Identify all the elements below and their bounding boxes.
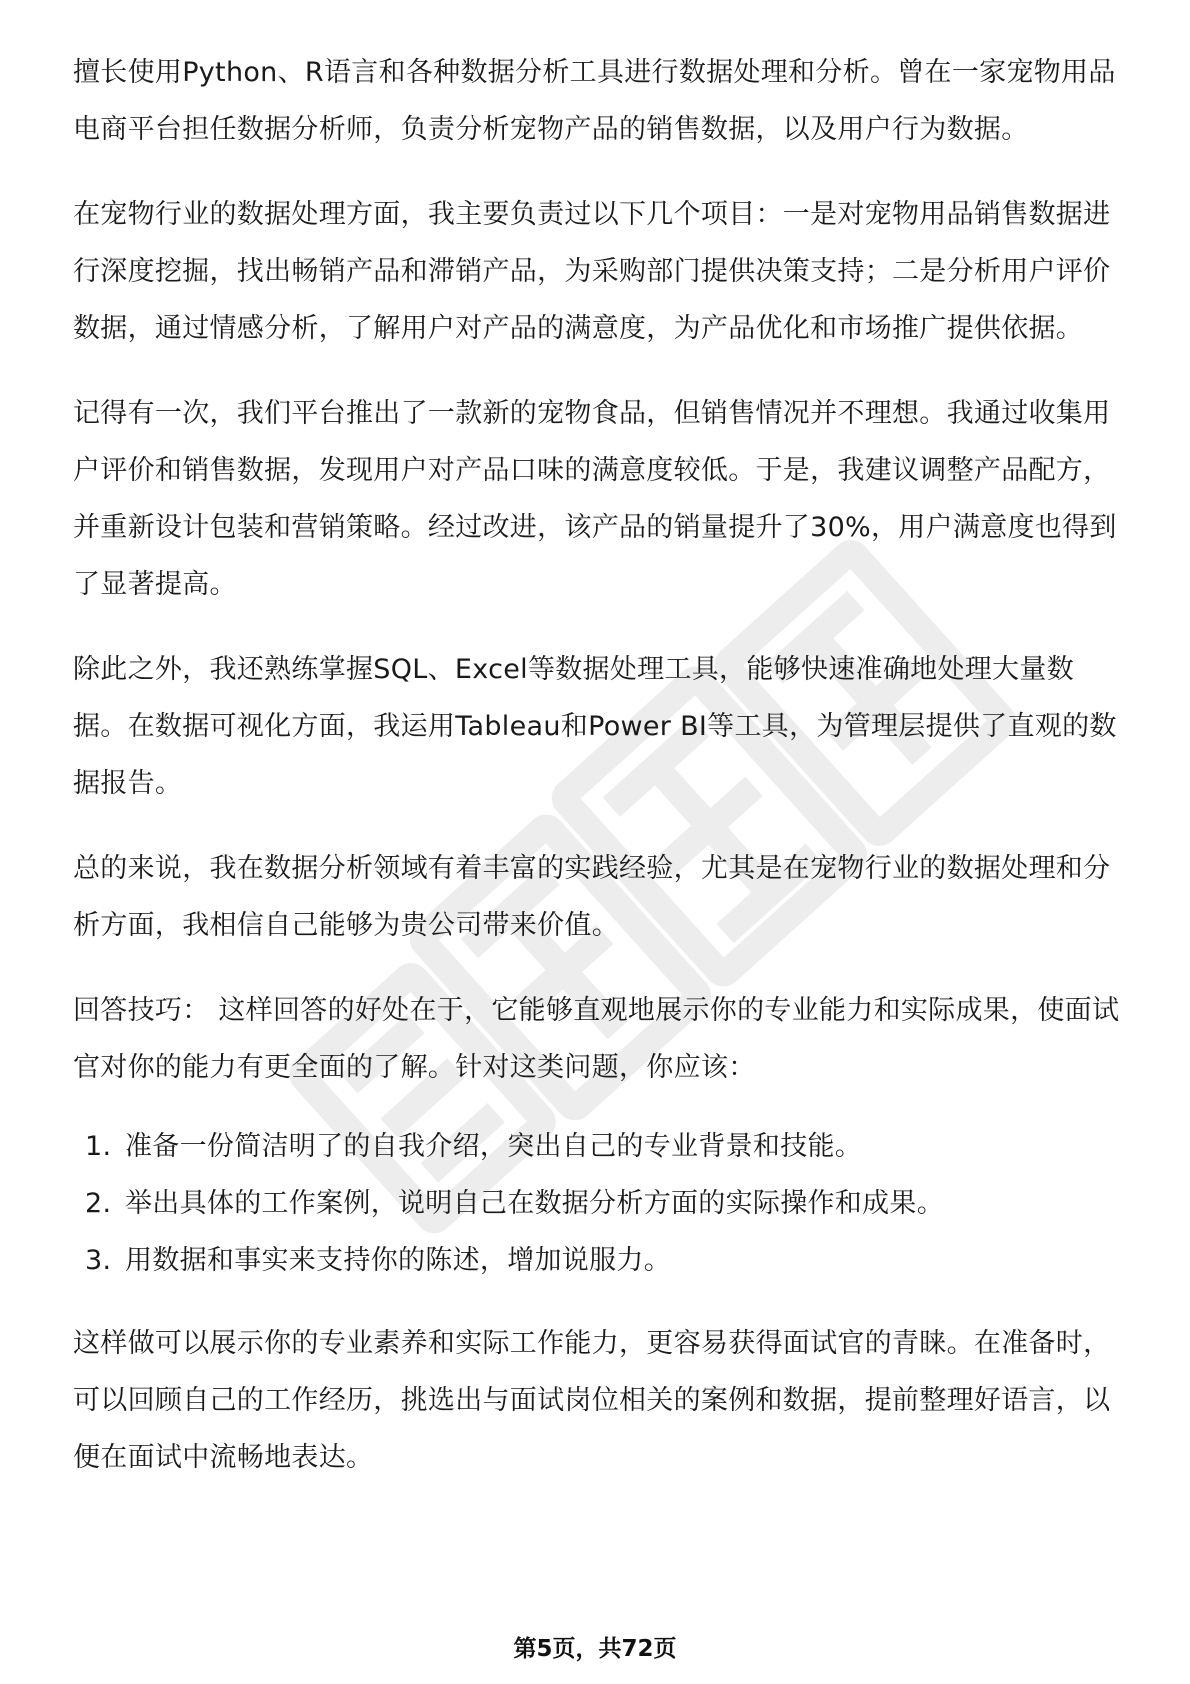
page-number: 第5页，共72页 (513, 1636, 677, 1662)
paragraph-tools: 除此之外，我还熟练掌握SQL、Excel等数据处理工具，能够快速准确地处理大量数据。在数据可视化方面，我运用Tableau和Power BI等工具，为管理层提供了直观的数据报告。 (73, 654, 1117, 799)
paragraph-closing: 这样做可以展示你的专业素养和实际工作能力，更容易获得面试官的青睐。在准备时，可以回顾自己的工作经历，挑选出与面试岗位相关的案例和数据，提前整理好语言，以便在面试中流畅地表达。 (73, 1328, 1111, 1473)
paragraph-case-study: 记得有一次，我们平台推出了一款新的宠物食品，但销售情况并不理想。我通过收集用户评价和销售数据，发现用户对产品口味的满意度较低。于是，我建议调整产品配方，并重新设计包装和营销策略。经过改进，该产品的销量提升了30%，用户满意度也得到了显著提高。 (73, 398, 1117, 600)
document-body (73, 44, 1123, 1514)
paragraph-background: 擅长使用Python、R语言和各种数据分析工具进行数据处理和分析。曾在一家宠物用品电商平台担任数据分析师，负责分析宠物产品的销售数据，以及用户行为数据。 (73, 57, 1116, 145)
list-item-text: 举出具体的工作案例，说明自己在数据分析方面的实际操作和成果。 (125, 1188, 944, 1219)
list-item-number: 2. (85, 1188, 112, 1219)
paragraph-summary: 总的来说，我在数据分析领域有着丰富的实践经验，尤其是在宠物行业的数据处理和分析方面，我相信自己能够为贵公司带来价值。 (73, 853, 1111, 941)
paragraph-projects: 在宠物行业的数据处理方面，我主要负责过以下几个项目：一是对宠物用品销售数据进行深度挖掘，找出畅销产品和滞销产品，为采购部门提供决策支持；二是分析用户评价数据，通过情感分析，了解用户对产品的满意度，为产品优化和市场推广提供依据。 (73, 199, 1111, 344)
list-item-text: 用数据和事实来支持你的陈述，增加说服力。 (125, 1245, 671, 1276)
list-item-text: 准备一份简洁明了的自我介绍，突出自己的专业背景和技能。 (125, 1131, 863, 1162)
tips-list (73, 1118, 1123, 1289)
paragraph-tips-intro: 回答技巧： 这样回答的好处在于，它能够直观地展示你的专业能力和实际成果，使面试官对你的能力有更全面的了解。针对这类问题，你应该： (73, 995, 1120, 1083)
list-item-number: 3. (85, 1245, 112, 1276)
list-item (73, 1232, 1123, 1289)
list-item (73, 1118, 1123, 1175)
list-item (73, 1175, 1123, 1232)
list-item-number: 1. (85, 1131, 112, 1162)
